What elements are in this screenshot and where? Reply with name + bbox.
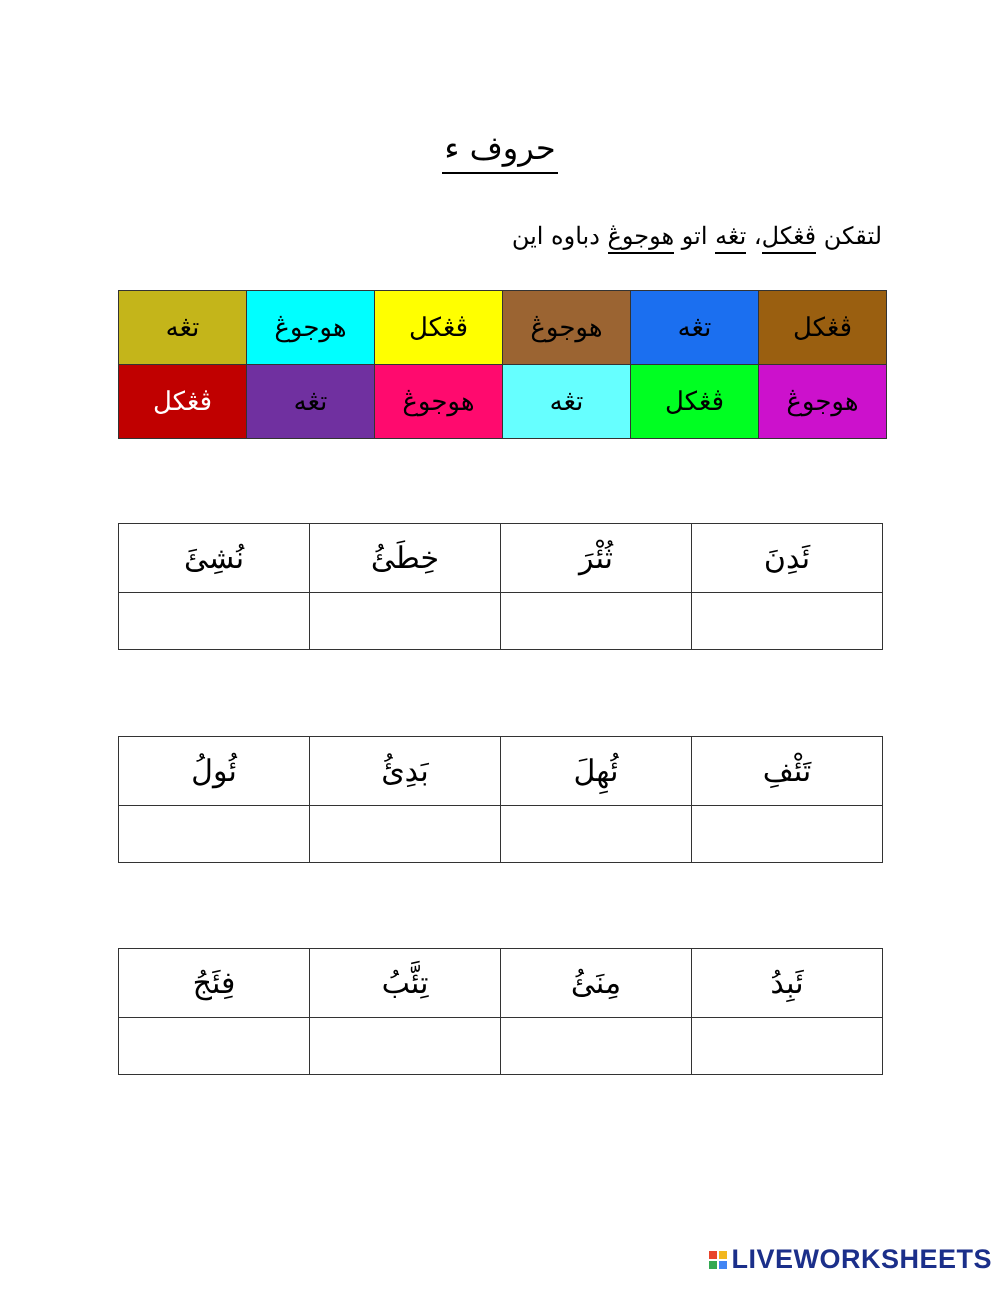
- word-cell: بَدِئُ: [310, 737, 501, 806]
- answer-row: [119, 593, 883, 650]
- logo-square-3: [709, 1261, 717, 1269]
- instruction-word-2: تڠه: [715, 222, 746, 254]
- word-table-3: [118, 948, 883, 1075]
- instruction-word-1: ڤڠكل: [762, 222, 816, 254]
- liveworksheets-logo: [709, 1244, 992, 1275]
- color-cell[interactable]: تڠه: [631, 291, 759, 365]
- answer-drop-zone[interactable]: [310, 593, 501, 650]
- color-cell[interactable]: هوجوڠ: [759, 365, 887, 439]
- instruction-mid: اتو: [674, 222, 716, 250]
- answer-drop-zone[interactable]: [501, 593, 692, 650]
- color-cell[interactable]: هوجوڠ: [503, 291, 631, 365]
- word-table-1: [118, 523, 883, 650]
- color-cell[interactable]: ڤڠكل: [631, 365, 759, 439]
- answer-drop-zone[interactable]: [310, 1018, 501, 1075]
- logo-square-4: [719, 1261, 727, 1269]
- answer-drop-zone[interactable]: [119, 593, 310, 650]
- color-legend-row-1: [119, 291, 887, 365]
- logo-square-2: [719, 1251, 727, 1259]
- color-legend-row-2: [119, 365, 887, 439]
- word-cell: ئُولُ: [119, 737, 310, 806]
- instruction-word-3: هوجوڠ: [608, 222, 675, 254]
- word-cell: تَئْفِ: [692, 737, 883, 806]
- page-title-text: حروف ء: [442, 128, 557, 174]
- instruction: [512, 216, 882, 256]
- word-row: [119, 524, 883, 593]
- answer-drop-zone[interactable]: [119, 1018, 310, 1075]
- word-cell: مِنَئُ: [501, 949, 692, 1018]
- word-cell: فِئَجُ: [119, 949, 310, 1018]
- liveworksheets-logo-icon: [709, 1251, 727, 1269]
- word-cell: نُشِئَ: [119, 524, 310, 593]
- color-cell[interactable]: ڤڠكل: [759, 291, 887, 365]
- word-cell: ئُهِلَ: [501, 737, 692, 806]
- color-cell[interactable]: تڠه: [247, 365, 375, 439]
- answer-drop-zone[interactable]: [119, 806, 310, 863]
- instruction-lead: لتقكن: [823, 222, 882, 250]
- answer-drop-zone[interactable]: [692, 593, 883, 650]
- answer-drop-zone[interactable]: [501, 806, 692, 863]
- logo-square-1: [709, 1251, 717, 1259]
- color-cell[interactable]: تڠه: [119, 291, 247, 365]
- word-table-2: [118, 736, 883, 863]
- word-cell: تِئَّبُ: [310, 949, 501, 1018]
- answer-drop-zone[interactable]: [310, 806, 501, 863]
- answer-row: [119, 806, 883, 863]
- color-cell[interactable]: هوجوڠ: [247, 291, 375, 365]
- color-cell[interactable]: هوجوڠ: [375, 365, 503, 439]
- word-cell: خِطَئُ: [310, 524, 501, 593]
- word-cell: ئَبِدُ: [692, 949, 883, 1018]
- color-cell[interactable]: ڤڠكل: [375, 291, 503, 365]
- answer-row: [119, 1018, 883, 1075]
- liveworksheets-logo-text: LIVEWORKSHEETS: [731, 1244, 992, 1274]
- answer-drop-zone[interactable]: [692, 806, 883, 863]
- page-title: [0, 128, 1000, 174]
- answer-drop-zone[interactable]: [501, 1018, 692, 1075]
- word-row: [119, 737, 883, 806]
- word-row: [119, 949, 883, 1018]
- color-cell[interactable]: تڠه: [503, 365, 631, 439]
- color-cell[interactable]: ڤڠكل: [119, 365, 247, 439]
- word-cell: ثُئْرَ: [501, 524, 692, 593]
- instruction-tail: دباوه اين: [511, 222, 608, 250]
- instruction-sep: ،: [746, 222, 762, 250]
- word-cell: ئَدِنَ: [692, 524, 883, 593]
- answer-drop-zone[interactable]: [692, 1018, 883, 1075]
- color-legend-grid: [118, 290, 887, 439]
